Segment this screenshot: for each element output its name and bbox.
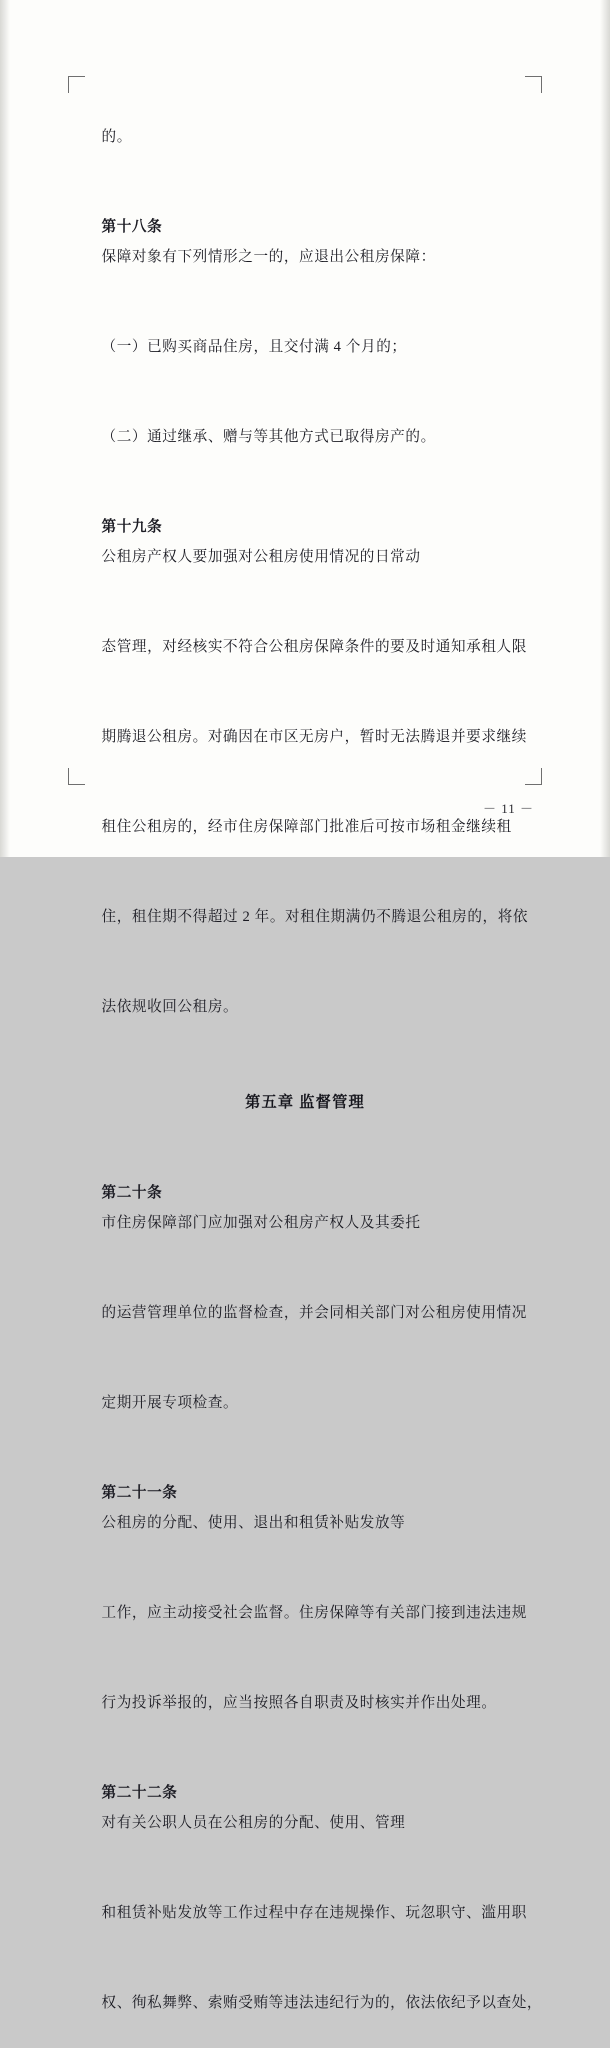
line-text: 的运营管理单位的监督检查，并会同相关部门对公租房使用情况 [101,1305,527,1321]
text-line [76,872,534,962]
text-line [76,92,534,182]
line-text: 工作，应主动接受社会监督。住房保障等有关部门接到违法违规 [101,1605,527,1621]
line-text: 权、徇私舞弊、索贿受贿等违法违纪行为的，依法依纪予以查处， [101,1995,543,2011]
line-text: 对有关公职人员在公租房的分配、使用、管理 [101,1815,406,1831]
line-text: （二）通过继承、赠与等其他方式已取得房产的。 [101,429,436,445]
line-text: 期腾退公租房。对确因在市区无房户，暂时无法腾退并要求继续 [101,729,527,745]
line-text: （一）已购买商品住房，且交付满 4 个月的； [101,339,407,355]
line-text: 法依规收回公租房。 [101,999,239,1015]
line-text: 公租房产权人要加强对公租房使用情况的日常动 [101,549,421,565]
text-line [76,1748,534,1868]
line-text: 定期开展专项检查。 [101,1395,239,1411]
chapter-heading: 第五章 监督管理 [245,1094,365,1111]
article-number: 第二十条 [101,1185,163,1201]
line-text: 保障对象有下列情形之一的，应退出公租房保障： [101,249,436,265]
article-number: 第十九条 [101,519,163,535]
line-text: 行为投诉举报的，应当按照各自职责及时核实并作出处理。 [101,1695,497,1711]
page-number: － 11 － [482,801,534,816]
line-text: 的。 [101,129,132,145]
text-line [76,1448,534,1568]
text-line [76,392,534,482]
text-line [76,1268,534,1358]
text-line [76,182,534,302]
line-text: 市住房保障部门应加强对公租房产权人及其委托 [101,1215,421,1231]
text-line [76,1358,534,1448]
line-text: 公租房的分配、使用、退出和租赁补贴发放等 [101,1515,406,1531]
crop-mark-top-right [525,76,542,93]
text-line [76,1868,534,1958]
crop-mark-top-left [68,76,85,93]
document-body [76,92,543,2048]
text-line [76,602,534,692]
text-line [76,1658,534,1748]
text-line [76,302,534,392]
text-line [76,962,534,1052]
text-line [76,1568,534,1658]
text-line [76,482,534,602]
article-number: 第二十一条 [101,1485,178,1501]
article-number: 第十八条 [101,219,163,235]
line-text: 态管理，对经核实不符合公租房保障条件的要及时通知承租人限 [101,639,527,655]
text-line [76,1148,534,1268]
text-line [76,692,534,782]
line-text: 住，租住期不得超过 2 年。对租住期满仍不腾退公租房的，将依 [101,909,529,925]
text-line [76,782,534,872]
text-line [76,1958,543,2048]
line-text: 和租赁补贴发放等工作过程中存在违规操作、玩忽职守、滥用职 [101,1905,527,1921]
line-text: 租住公租房的，经市住房保障部门批准后可按市场租金继续租 [101,819,512,835]
article-number: 第二十二条 [101,1785,178,1801]
